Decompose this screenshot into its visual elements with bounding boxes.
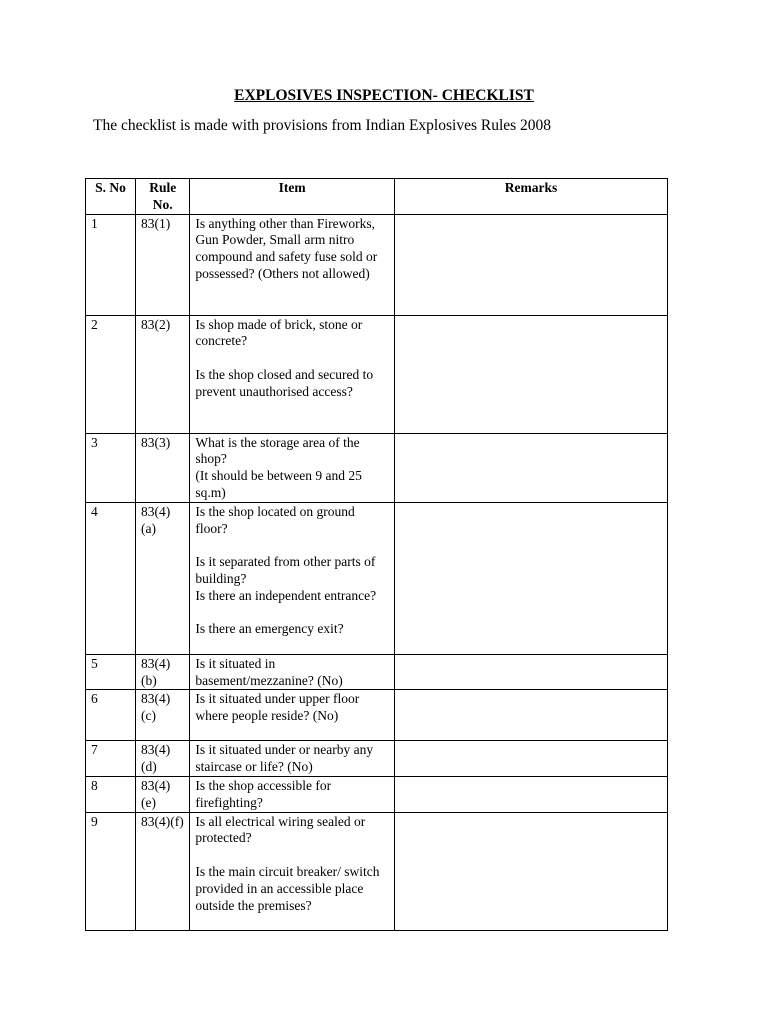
row-item: Is all electrical wiring sealed or protected? Is the main circuit breaker/ switch provided in an accessible place outside the premises?	[190, 812, 395, 930]
row-sno: 6	[86, 690, 136, 741]
row-item: Is it situated in basement/mezzanine? (No)	[190, 654, 395, 690]
header-rule: Rule No.	[136, 179, 190, 215]
row-remarks[interactable]	[394, 690, 667, 741]
row-item: What is the storage area of the shop? (It should be between 9 and 25 sq.m)	[190, 433, 395, 502]
row-item: Is the shop accessible for firefighting?	[190, 776, 395, 812]
row-rule: 83(3)	[136, 433, 190, 502]
row-sno: 9	[86, 812, 136, 930]
table-row	[86, 502, 668, 654]
row-rule: 83(4)(d)	[136, 741, 190, 777]
row-rule: 83(4)(f)	[136, 812, 190, 930]
header-remarks: Remarks	[394, 179, 667, 215]
row-remarks[interactable]	[394, 214, 667, 315]
row-sno: 7	[86, 741, 136, 777]
row-remarks[interactable]	[394, 654, 667, 690]
row-remarks[interactable]	[394, 315, 667, 433]
row-remarks[interactable]	[394, 776, 667, 812]
table-row	[86, 690, 668, 741]
table-row	[86, 812, 668, 930]
table-row	[86, 741, 668, 777]
row-item: Is it situated under upper floor where people reside? (No)	[190, 690, 395, 741]
table-row	[86, 214, 668, 315]
row-item: Is it situated under or nearby any staircase or life? (No)	[190, 741, 395, 777]
row-item: Is the shop located on ground floor? Is it separated from other parts of building? Is there an independent entrance? Is there an emergency exit?	[190, 502, 395, 654]
checklist-table	[85, 178, 668, 931]
table-row	[86, 654, 668, 690]
row-rule: 83(1)	[136, 214, 190, 315]
document-title: EXPLOSIVES INSPECTION- CHECKLIST	[234, 87, 534, 104]
row-sno: 4	[86, 502, 136, 654]
row-rule: 83(2)	[136, 315, 190, 433]
table-header-row	[86, 179, 668, 215]
table-row	[86, 433, 668, 502]
row-item: Is shop made of brick, stone or concrete? Is the shop closed and secured to prevent unauthorised access?	[190, 315, 395, 433]
header-item: Item	[190, 179, 395, 215]
row-item: Is anything other than Fireworks, Gun Powder, Small arm nitro compound and safety fuse sold or possessed? (Others not allowed)	[190, 214, 395, 315]
row-sno: 2	[86, 315, 136, 433]
document-subtitle: The checklist is made with provisions from Indian Explosives Rules 2008	[93, 117, 552, 134]
table-row	[86, 315, 668, 433]
header-sno: S. No	[86, 179, 136, 215]
row-remarks[interactable]	[394, 502, 667, 654]
table-row	[86, 776, 668, 812]
row-sno: 3	[86, 433, 136, 502]
row-remarks[interactable]	[394, 741, 667, 777]
row-rule: 83(4) (b)	[136, 654, 190, 690]
row-sno: 1	[86, 214, 136, 315]
row-sno: 5	[86, 654, 136, 690]
row-remarks[interactable]	[394, 433, 667, 502]
row-rule: 83(4)(c)	[136, 690, 190, 741]
row-remarks[interactable]	[394, 812, 667, 930]
row-sno: 8	[86, 776, 136, 812]
row-rule: 83(4) (a)	[136, 502, 190, 654]
row-rule: 83(4)(e)	[136, 776, 190, 812]
